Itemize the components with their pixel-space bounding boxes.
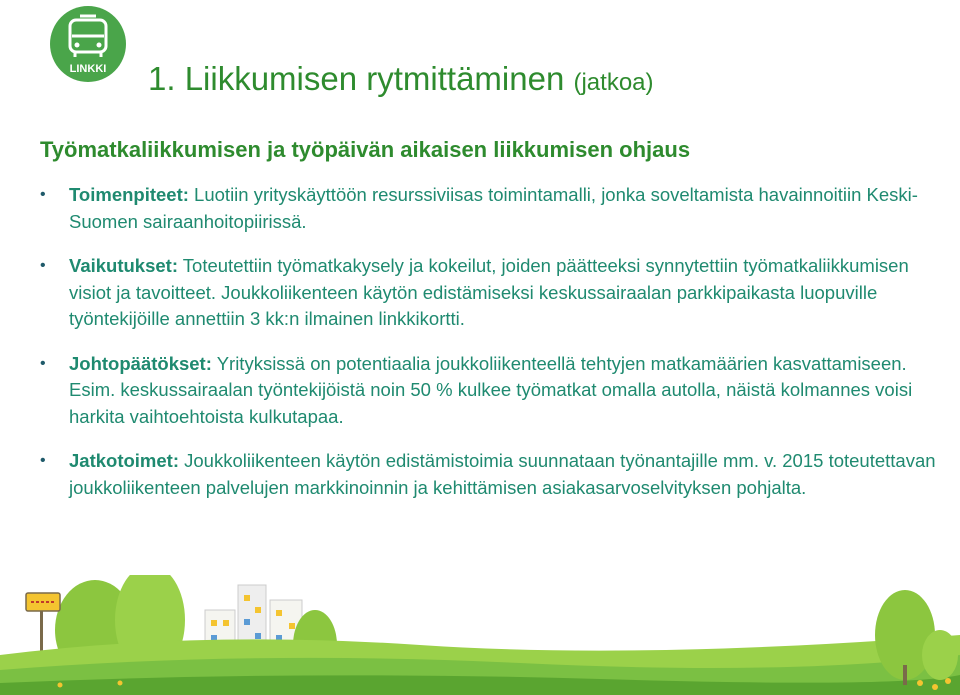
bullet-label: Jatkotoimet: bbox=[69, 450, 179, 471]
bullet-item bbox=[40, 448, 940, 501]
bullet-item bbox=[40, 253, 940, 333]
title-sub: (jatkoa) bbox=[573, 69, 654, 96]
linkki-logo bbox=[50, 6, 126, 82]
bullet-item bbox=[40, 182, 940, 235]
bullet-label: Vaikutukset: bbox=[69, 255, 178, 276]
bullet-text: Yrityksissä on potentiaalia joukkoliikenteellä tehtyjen matkamäärien kasvattamiseen. Esim. keskussairaalan työntekijöistä noin 50 % kulkee työmatkat omalla autolla, näistä kolmannes voisi harkita vaihtoehtoista kulkutapaa. bbox=[69, 352, 913, 427]
bullet-text: Luotiin yrityskäyttöön resurssiviisas toimintamalli, jonka soveltamista havainnoitiin Keski-Suomen sairaanhoitopiirissä. bbox=[69, 184, 918, 232]
bullet-text: Joukkoliikenteen käytön edistämistoimia suunnataan työnantajille mm. v. 2015 toteutettavan joukkoliikenteen palvelujen markkinoinnin ja kehittämisen asiakasarvoselvityksen pohjalta. bbox=[69, 450, 936, 498]
bullet-label: Johtopäätökset: bbox=[69, 352, 212, 374]
bullet-item bbox=[40, 351, 940, 431]
bullet-list bbox=[40, 182, 940, 519]
section-subtitle: Työmatkaliikkumisen ja työpäivän aikaisen liikkumisen ohjaus bbox=[40, 137, 691, 162]
tree-icon bbox=[875, 590, 958, 685]
bullet-text: Toteutettiin työmatkakysely ja kokeilut, joiden päätteeksi synnytettiin työmatkaliikkumisen visiot ja tavoitteet. Joukkoliikenteen käytön edistämiseksi keskussairaalan parkkipaikasta luopuville työntekijöille annettiin 3 kk:n ilmainen linkkikortti. bbox=[69, 255, 909, 329]
logo-text: LINKKI bbox=[69, 63, 107, 75]
title-main: 1. Liikkumisen rytmittäminen bbox=[148, 60, 565, 97]
bus-icon bbox=[50, 6, 126, 82]
page-title bbox=[148, 60, 654, 98]
landscape-illustration bbox=[0, 575, 960, 695]
bullet-label: Toimenpiteet: bbox=[69, 184, 189, 205]
